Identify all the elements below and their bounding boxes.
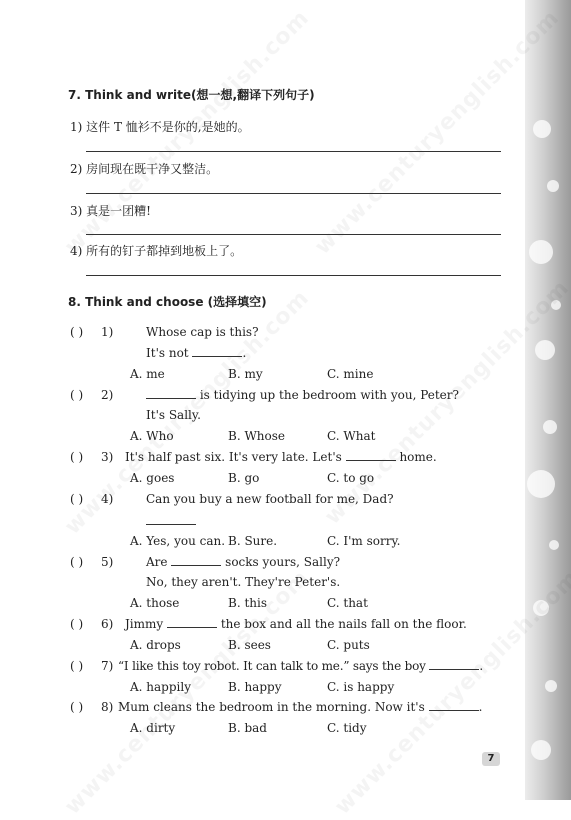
option-c: C. puts: [327, 638, 370, 652]
question-8-text: Mum cleans the bedroom in the morning. Now it's .: [118, 700, 483, 714]
question-4-line2: [146, 514, 196, 528]
answer-line-3[interactable]: [86, 234, 501, 235]
question-7-text: “I like this toy robot. It can talk to me.” says the boy .: [118, 659, 483, 673]
question-1-text: Whose cap is this?: [146, 325, 259, 339]
question-number: 8): [101, 700, 114, 714]
answer-bracket[interactable]: ( ): [70, 325, 84, 339]
answer-bracket[interactable]: ( ): [70, 659, 84, 673]
item-number: 1): [70, 120, 83, 134]
answer-line-2[interactable]: [86, 193, 501, 194]
option-a: A. drops: [130, 638, 181, 652]
question-number: 6): [101, 617, 114, 631]
option-a: A. those: [130, 596, 180, 610]
option-c: C. mine: [327, 367, 374, 381]
option-b: B. my: [228, 367, 263, 381]
fill-blank[interactable]: [429, 700, 479, 711]
question-5-line2: No, they aren't. They're Peter's.: [146, 575, 341, 589]
option-a: A. me: [130, 367, 165, 381]
option-c: C. What: [327, 429, 376, 443]
question-3-text: It's half past six. It's very late. Let's home.: [125, 450, 437, 464]
question-2-text: is tidying up the bedroom with you, Peter?: [146, 388, 459, 402]
section-7-heading: 7. Think and write(想一想,翻译下列句子): [68, 88, 315, 102]
fill-blank[interactable]: [167, 617, 217, 628]
translate-item-4: [70, 242, 242, 259]
fill-blank[interactable]: [146, 514, 196, 525]
question-number: 5): [101, 555, 114, 569]
answer-bracket[interactable]: ( ): [70, 617, 84, 631]
item-text: 房间现在既干净又整洁。: [86, 162, 219, 176]
option-b: B. bad: [228, 721, 267, 735]
question-6-text: Jimmy the box and all the nails fall on the floor.: [125, 617, 467, 631]
question-4-text: Can you buy a new football for me, Dad?: [146, 492, 394, 506]
question-number: 4): [101, 492, 114, 506]
fill-blank[interactable]: [171, 555, 221, 566]
option-b: B. go: [228, 471, 260, 485]
option-a: A. Yes, you can.: [130, 534, 226, 548]
option-c: C. to go: [327, 471, 375, 485]
translate-item-1: [70, 118, 250, 135]
option-b: B. sees: [228, 638, 271, 652]
item-number: 2): [70, 162, 83, 176]
question-1-line2: It's not .: [146, 346, 247, 360]
question-2-line2: It's Sally.: [146, 408, 201, 422]
answer-line-4[interactable]: [86, 275, 501, 276]
option-a: A. goes: [130, 471, 175, 485]
answer-bracket[interactable]: ( ): [70, 450, 84, 464]
option-a: A. dirty: [130, 721, 176, 735]
item-text: 真是一团糟!: [86, 204, 151, 218]
option-a: A. happily: [130, 680, 191, 694]
fill-blank[interactable]: [146, 388, 196, 399]
fill-blank[interactable]: [429, 659, 479, 670]
question-5-text: Are socks yours, Sally?: [146, 555, 341, 569]
answer-bracket[interactable]: ( ): [70, 388, 84, 402]
option-c: C. that: [327, 596, 368, 610]
option-b: B. Whose: [228, 429, 285, 443]
option-b: B. happy: [228, 680, 282, 694]
question-number: 3): [101, 450, 114, 464]
translate-item-3: [70, 202, 151, 219]
item-text: 所有的钉子都掉到地板上了。: [86, 244, 243, 258]
question-number: 7): [101, 659, 114, 673]
option-b: B. this: [228, 596, 267, 610]
option-a: A. Who: [130, 429, 174, 443]
item-number: 3): [70, 204, 83, 218]
answer-bracket[interactable]: ( ): [70, 492, 84, 506]
item-number: 4): [70, 244, 83, 258]
decorative-side-strip: [525, 0, 571, 800]
translate-item-2: [70, 160, 218, 177]
option-c: C. is happy: [327, 680, 395, 694]
question-number: 2): [101, 388, 114, 402]
section-8-heading: 8. Think and choose (选择填空): [68, 295, 267, 309]
option-c: C. I'm sorry.: [327, 534, 401, 548]
fill-blank[interactable]: [192, 346, 242, 357]
option-b: B. Sure.: [228, 534, 278, 548]
answer-bracket[interactable]: ( ): [70, 555, 84, 569]
answer-bracket[interactable]: ( ): [70, 700, 84, 714]
fill-blank[interactable]: [346, 450, 396, 461]
item-text: 这件 T 恤衫不是你的,是她的。: [86, 120, 250, 134]
answer-line-1[interactable]: [86, 151, 501, 152]
page-number: 7: [482, 752, 500, 766]
question-number: 1): [101, 325, 114, 339]
option-c: C. tidy: [327, 721, 367, 735]
